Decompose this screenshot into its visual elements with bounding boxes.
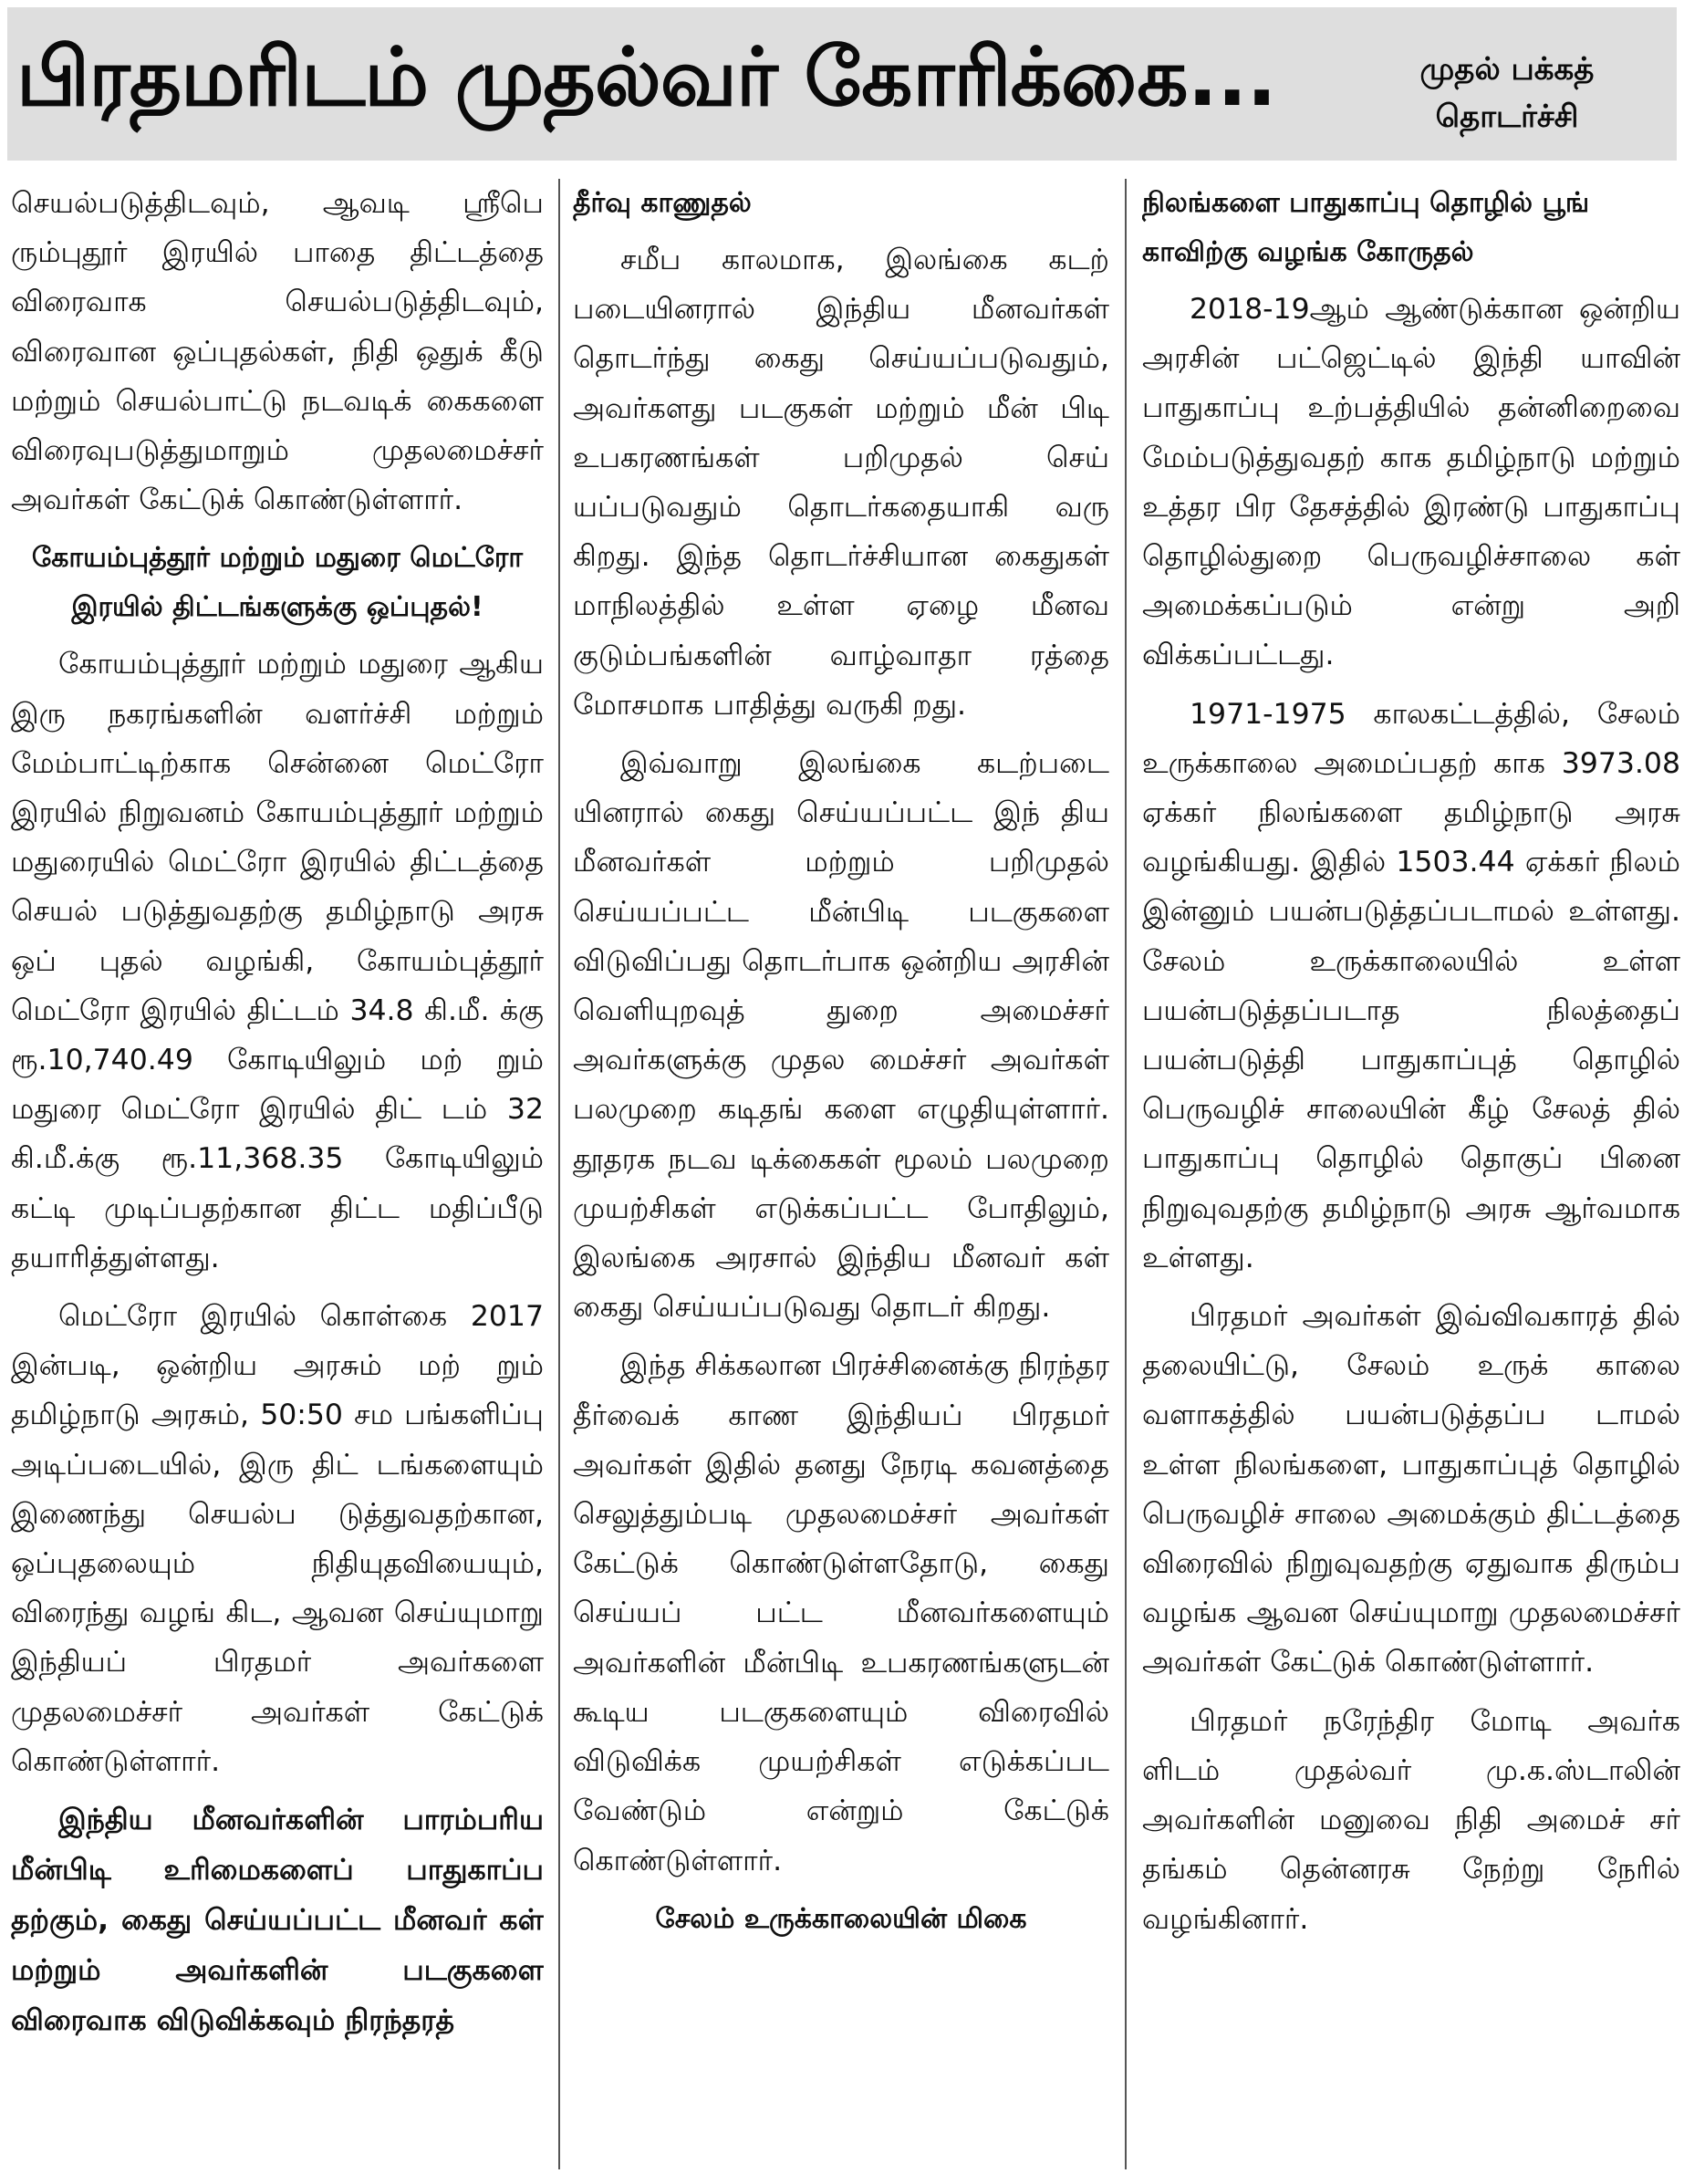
paragraph: 1971-1975 காலகட்டத்தில், சேலம் உருக்காலை அமைப்பதற் காக 3973.08 ஏக்கர் நிலங்களை தமிழ்நாடு அரசு வழங்கியது. இதில் 1503.44 ஏக்கர் நிலம் இன்னும் பயன்படுத்தப்படாமல் உள்ளது. சேலம் உருக்காலையில் உள்ள பயன்படுத்தப்படாத நிலத்தைப் பயன்படுத்தி பாதுகாப்புத் தொழில் பெருவழிச் சாலையின் கீழ் சேலத் தில் பாதுகாப்பு தொழில் தொகுப் பினை நிறுவுவதற்கு தமிழ்நாடு அரசு ஆர்வமாக உள்ளது. bbox=[1142, 697, 1680, 1274]
column-divider bbox=[558, 179, 560, 2169]
paragraph: செயல்படுத்திடவும், ஆவடி ஸ்ரீபெ ரும்புதூர் இரயில் பாதை திட்டத்தை விரைவாக செயல்படுத்திடவும், விரைவான ஒப்புதல்கள், நிதி ஒதுக் கீடு மற்றும் செயல்பாட்டு நடவடிக் கைகளை விரைவுபடுத்துமாறும் முதலமைச்சர் அவர்கள் கேட்டுக் கொண்டுள்ளார். bbox=[11, 187, 544, 517]
paragraph: 2018-19ஆம் ஆண்டுக்கான ஒன்றிய அரசின் பட்ஜெட்டில் இந்தி யாவின் பாதுகாப்பு உற்பத்தியில் தன்னிறைவை மேம்படுத்துவதற் காக தமிழ்நாடு மற்றும் உத்தர பிர தேசத்தில் இரண்டு பாதுகாப்பு தொழில்துறை பெருவழிச்சாலை கள் அமைக்கப்படும் என்று அறி விக்கப்பட்டது. bbox=[1142, 293, 1680, 672]
article-column-3 bbox=[1142, 179, 1680, 2168]
paragraph: பிரதமர் நரேந்திர மோடி அவர்க ளிடம் முதல்வர் மு.க.ஸ்டாலின் அவர்களின் மனுவை நிதி அமைச் சர் தங்கம் தென்னரசு நேற்று நேரில் வழங்கினார். bbox=[1142, 1704, 1680, 1936]
paragraph: சமீப காலமாக, இலங்கை கடற் படையினரால் இந்திய மீனவர்கள் தொடர்ந்து கைது செய்யப்படுவதும், அவர்களது படகுகள் மற்றும் மீன் பிடி உபகரணங்கள் பறிமுதல் செய் யப்படுவதும் தொடர்கதையாகி வரு கிறது. இந்த தொடர்ச்சியான கைதுகள் மாநிலத்தில் உள்ள ஏழை மீனவ குடும்பங்களின் வாழ்வாதா ரத்தை மோசமாக பாதித்து வருகி றது. bbox=[573, 244, 1109, 722]
paragraph: பிரதமர் அவர்கள் இவ்விவகாரத் தில் தலையிட்டு, சேலம் உருக் காலை வளாகத்தில் பயன்படுத்தப்ப டாமல் உள்ள நிலங்களை, பாதுகாப்புத் தொழில் பெருவழிச் சாலை அமைக்கும் திட்டத்தை விரைவில் நிறுவுவதற்கு ஏதுவாக திரும்ப வழங்க ஆவன செய்யுமாறு முதலமைச்சர் அவர்கள் கேட்டுக் கொண்டுள்ளார். bbox=[1142, 1300, 1680, 1680]
subheading: கோயம்புத்தூர் மற்றும் மதுரை மெட்ரோ இரயில் திட்டங்களுக்கு ஒப்புதல்! bbox=[31, 542, 524, 624]
continuation-note: முதல் பக்கத் தொடர்ச்சி bbox=[1419, 51, 1595, 135]
headline-banner bbox=[7, 7, 1677, 161]
article-column-1 bbox=[11, 179, 544, 2168]
headline-title: பிரதமரிடம் முதல்வர் கோரிக்கை... bbox=[16, 30, 1276, 124]
paragraph: மெட்ரோ இரயில் கொள்கை 2017 இன்படி, ஒன்றிய அரசும் மற் றும் தமிழ்நாடு அரசும், 50:50 சம பங்களிப்பு அடிப்படையில், இரு திட் டங்களையும் இணைந்து செயல்ப டுத்துவதற்கான, ஒப்புதலையும் நிதியுதவியையும், விரைந்து வழங் கிட, ஆவன செய்யுமாறு இந்தியப் பிரதமர் அவர்களை முதலமைச்சர் அவர்கள் கேட்டுக் கொண்டுள்ளார். bbox=[11, 1300, 544, 1778]
subheading: தீர்வு காணுதல் bbox=[573, 187, 752, 219]
subheading: சேலம் உருக்காலையின் மிகை bbox=[655, 1902, 1027, 1935]
subheading: இந்திய மீனவர்களின் பாரம்பரிய மீன்பிடி உரிமைகளைப் பாதுகாப்ப தற்கும், கைது செய்யப்பட்ட மீனவர் கள் மற்றும் அவர்களின் படகுகளை விரைவாக விடுவிக்கவும் நிரந்தரத் bbox=[11, 1804, 544, 2038]
article-column-2 bbox=[573, 179, 1109, 2168]
paragraph: கோயம்புத்தூர் மற்றும் மதுரை ஆகிய இரு நகரங்களின் வளர்ச்சி மற்றும் மேம்பாட்டிற்காக சென்னை மெட்ரோ இரயில் நிறுவனம் கோயம்புத்தூர் மற்றும் மதுரையில் மெட்ரோ இரயில் திட்டத்தை செயல் படுத்துவதற்கு தமிழ்நாடு அரசு ஒப் புதல் வழங்கி, கோயம்புத்தூர் மெட்ரோ இரயில் திட்டம் 34.8 கி.மீ. க்கு ரூ.10,740.49 கோடியிலும் மற் றும் மதுரை மெட்ரோ இரயில் திட் டம் 32 கி.மீ.க்கு ரூ.11,368.35 கோடியிலும் கட்டி முடிப்பதற்கான திட்ட மதிப்பீடு தயாரித்துள்ளது. bbox=[11, 648, 544, 1274]
paragraph: இவ்வாறு இலங்கை கடற்படை யினரால் கைது செய்யப்பட்ட இந் திய மீனவர்கள் மற்றும் பறிமுதல் செய்யப்பட்ட மீன்பிடி படகுகளை விடுவிப்பது தொடர்பாக ஒன்றிய அரசின் வெளியுறவுத் துறை அமைச்சர் அவர்களுக்கு முதல மைச்சர் அவர்கள் பலமுறை கடிதங் களை எழுதியுள்ளார். தூதரக நடவ டிக்கைகள் மூலம் பலமுறை முயற்சிகள் எடுக்கப்பட்ட போதிலும், இலங்கை அரசால் இந்திய மீனவர் கள் கைது செய்யப்படுவது தொடர் கிறது. bbox=[573, 747, 1109, 1325]
subheading: நிலங்களை பாதுகாப்பு தொழில் பூங் காவிற்கு வழங்க கோருதல் bbox=[1142, 187, 1590, 268]
paragraph: இந்த சிக்கலான பிரச்சினைக்கு நிரந்தர தீர்வைக் காண இந்தியப் பிரதமர் அவர்கள் இதில் தனது நேரடி கவனத்தை செலுத்தும்படி முதலமைச்சர் அவர்கள் கேட்டுக் கொண்டுள்ளதோடு, கைது செய்யப் பட்ட மீனவர்களையும் அவர்களின் மீன்பிடி உபகரணங்களுடன் கூடிய படகுகளையும் விரைவில் விடுவிக்க முயற்சிகள் எடுக்கப்பட வேண்டும் என்றும் கேட்டுக் கொண்டுள்ளார். bbox=[573, 1349, 1109, 1877]
column-divider bbox=[1125, 179, 1127, 2169]
